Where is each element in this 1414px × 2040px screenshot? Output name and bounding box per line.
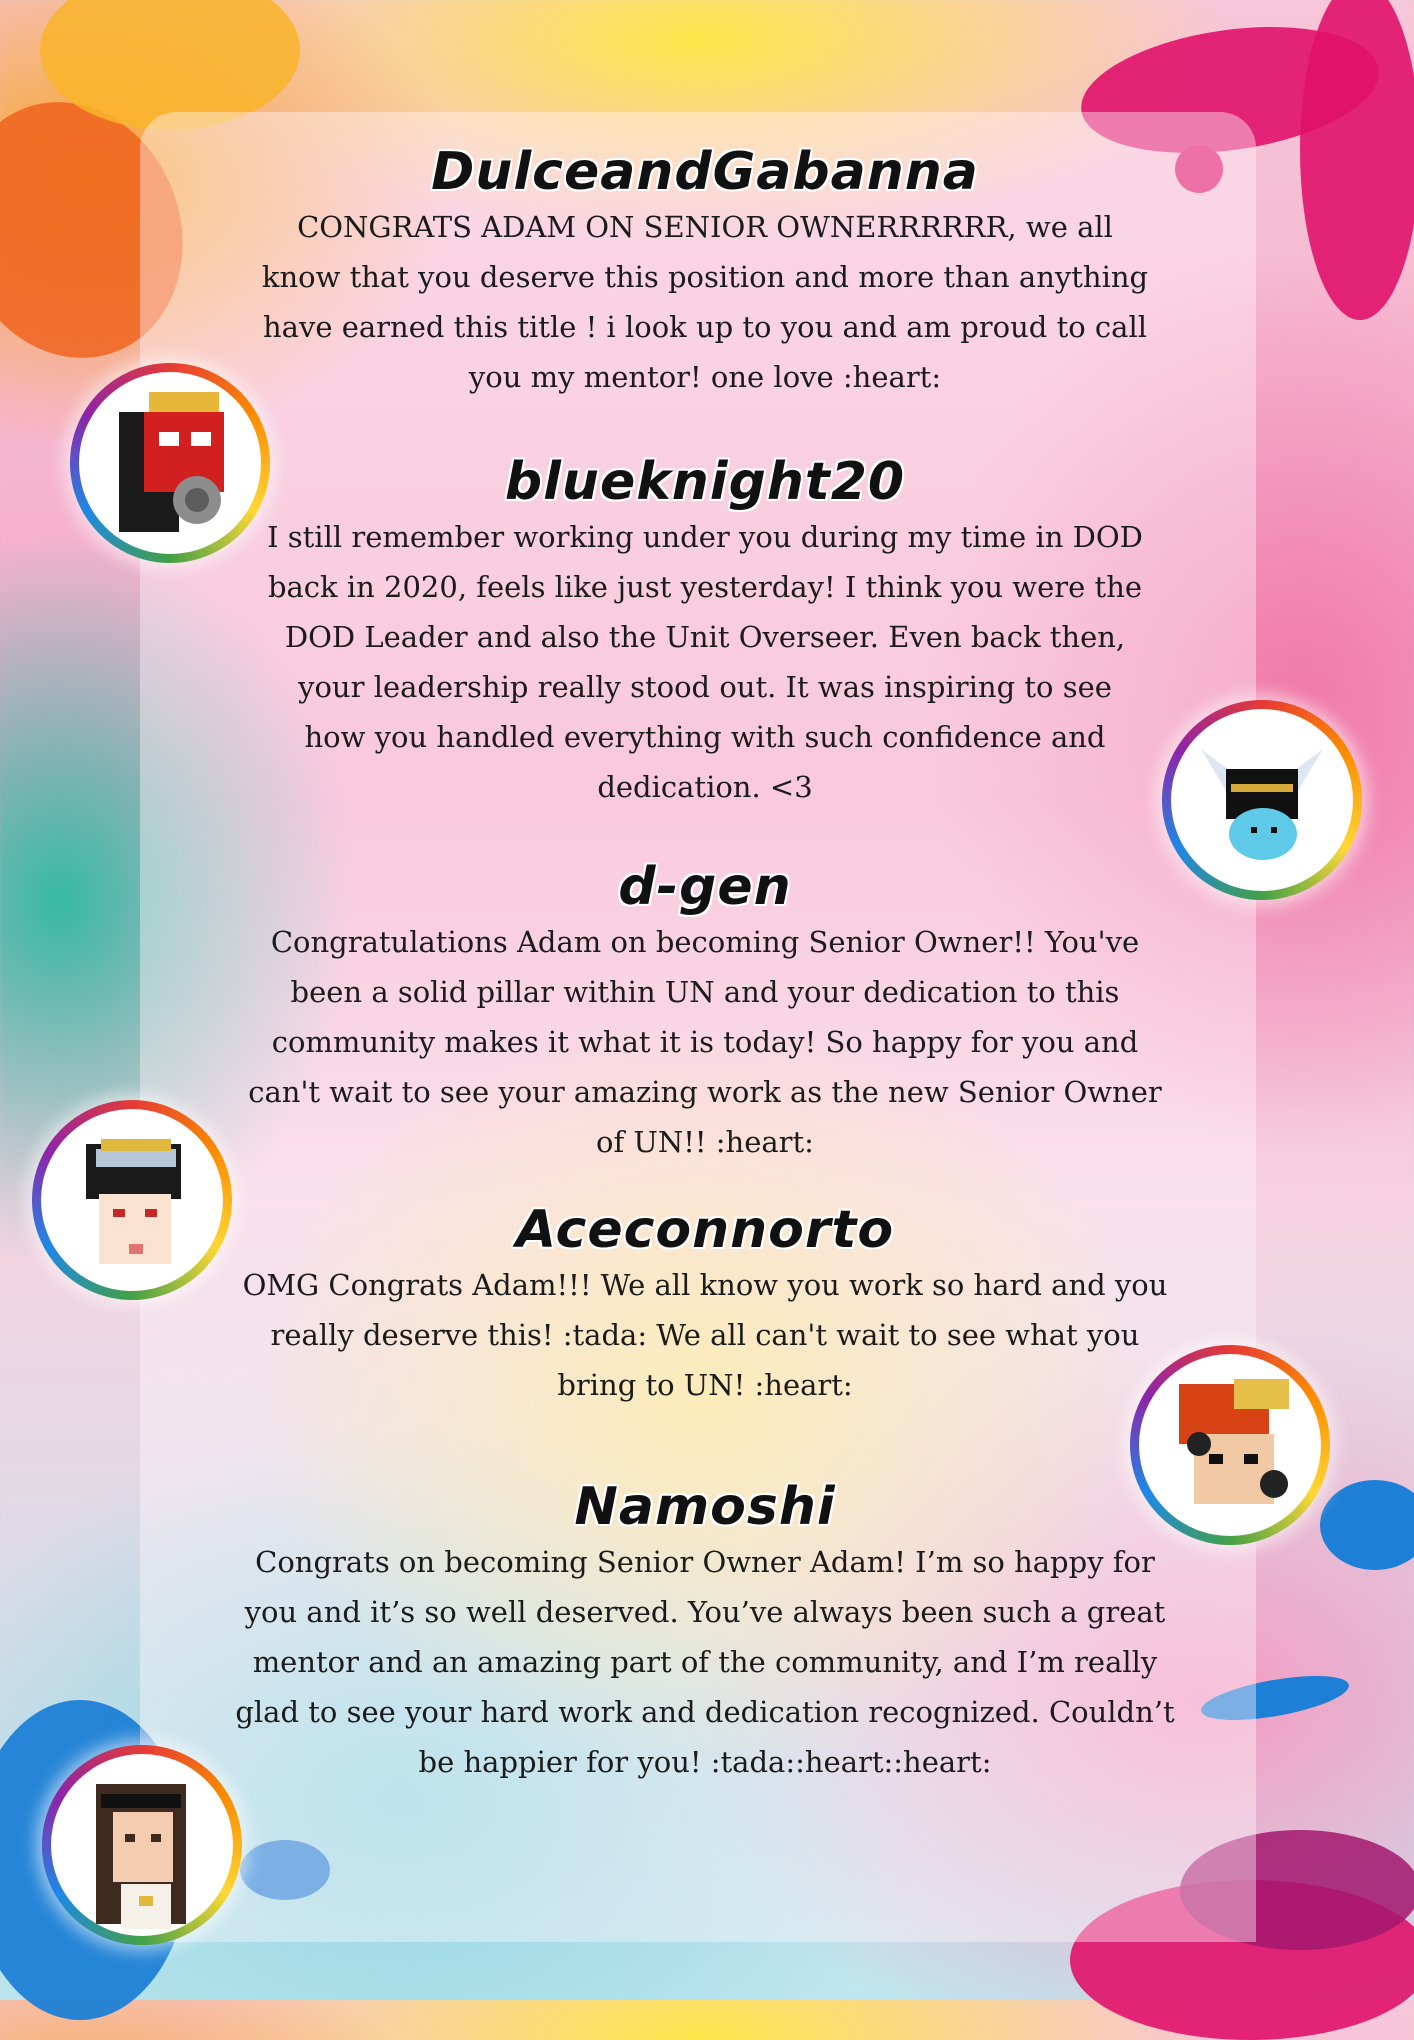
author-name: DulceandGabanna xyxy=(431,142,979,202)
message-entry xyxy=(230,452,1180,812)
avatar xyxy=(1130,1345,1330,1545)
message-entry xyxy=(230,1200,1180,1410)
author-name: Namoshi xyxy=(574,1477,836,1537)
message-entry xyxy=(230,142,1180,402)
author-name: d-gen xyxy=(618,857,792,917)
paint-splat-blue xyxy=(1320,1480,1414,1570)
masked-avatar-icon xyxy=(79,372,261,554)
author-name: blueknight20 xyxy=(504,452,906,512)
message-text: CONGRATS ADAM ON SENIOR OWNERRRRRR, we all know that you deserve this position and more than anything have earned this title ! i look up to you and am proud to call you my mentor! one love :heart: xyxy=(261,210,1149,394)
message-entry xyxy=(230,857,1180,1167)
message-text: OMG Congrats Adam!!! We all know you work so hard and you really deserve this! :tada: We all can't wait to see what you bring to UN! :heart: xyxy=(242,1268,1168,1402)
avatar xyxy=(32,1100,232,1300)
crowned-mask-avatar-icon xyxy=(41,1109,223,1291)
author-name: Aceconnorto xyxy=(515,1200,895,1260)
red-hair-crown-avatar-icon xyxy=(1139,1354,1321,1536)
winged-helmet-avatar-icon xyxy=(1171,709,1353,891)
avatar xyxy=(1162,700,1362,900)
avatar xyxy=(42,1745,242,1945)
message-text: I still remember working under you during my time in DOD back in 2020, feels like just yesterday! I think you were the DOD Leader and also the Unit Overseer. Even back then, your leadership really stood out. It was inspiring to see how you handled everything with such confidence and dedication. <3 xyxy=(267,520,1143,804)
paint-splat-magenta xyxy=(1300,0,1414,320)
message-entry xyxy=(230,1477,1180,1787)
avatar xyxy=(70,363,270,563)
message-text: Congratulations Adam on becoming Senior Owner!! You've been a solid pillar within UN and your dedication to this community makes it what it is today! So happy for you and can't wait to see your amazing work as the new Senior Owner of UN!! :heart: xyxy=(248,925,1162,1159)
message-text: Congrats on becoming Senior Owner Adam! I’m so happy for you and it’s so well deserved. You’ve always been such a great mentor and an amazing part of the community, and I’m really glad to see your hard work and dedication recognized. Couldn’t be happier for you! :tada::heart::heart: xyxy=(235,1545,1175,1779)
headband-girl-avatar-icon xyxy=(51,1754,233,1936)
